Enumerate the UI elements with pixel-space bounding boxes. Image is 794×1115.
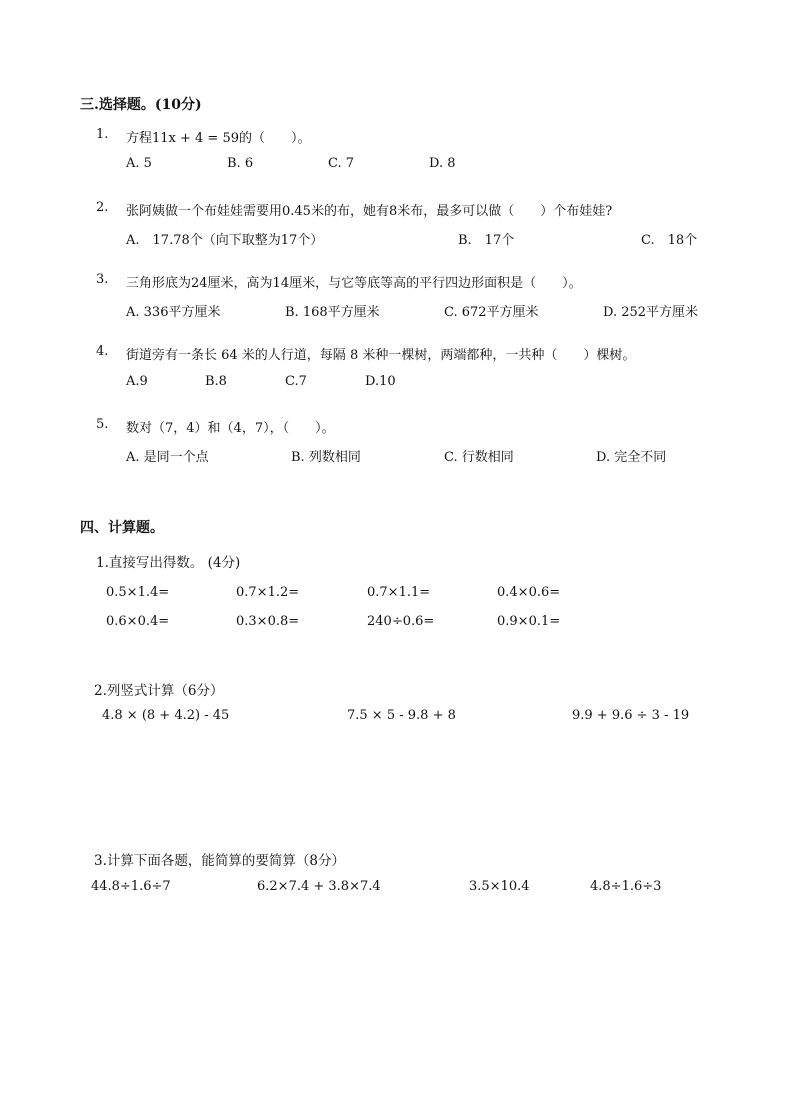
calc-item: 0.7×1.1= [367,585,431,600]
calc-item: 0.6×0.4= [106,614,170,629]
option: B. 6 [227,156,254,171]
part2-title: 2.列竖式计算（6分） [94,683,224,699]
simplify-calc-item: 6.2×7.4 + 3.8×7.4 [257,879,381,894]
option: D. 8 [429,156,456,171]
simplify-calc-item: 3.5×10.4 [469,879,530,894]
option: D.10 [365,374,396,389]
calc-item: 240÷0.6= [367,614,435,629]
calc-item: 0.7×1.2= [236,585,300,600]
option: D. 完全不同 [596,450,667,465]
part3-title: 3.计算下面各题，能简算的要简算（8分） [94,853,345,869]
question-number: 2. [96,200,109,215]
option: C. 672平方厘米 [444,305,539,320]
option: C. 18个 [641,233,698,248]
option: C. 行数相同 [444,450,514,465]
vertical-calc-item: 4.8 × (8 + 4.2) - 45 [102,708,230,723]
option: A. 是同一个点 [126,450,209,465]
calc-item: 0.5×1.4= [106,585,170,600]
option: A.9 [126,374,148,389]
option: C.7 [285,374,307,389]
question-number: 5. [96,417,109,432]
option: B.8 [205,374,227,389]
option: A. 17.78个（向下取整为17个） [126,233,324,248]
option: B. 17个 [458,233,515,248]
question-text: 方程11x + 4 = 59的（ ）。 [126,131,311,146]
simplify-calc-item: 4.8÷1.6÷3 [590,879,662,894]
option: D. 252平方厘米 [603,305,699,320]
vertical-calc-item: 9.9 + 9.6 ÷ 3 - 19 [572,708,690,723]
question-number: 4. [96,344,109,359]
option: A. 336平方厘米 [126,305,221,320]
question-text: 三角形底为24厘米，高为14厘米，与它等底等高的平行四边形面积是（ ）。 [126,276,582,291]
option: B. 列数相同 [291,450,361,465]
question-text: 街道旁有一条长 64 米的人行道，每隔 8 米种一棵树，两端都种，一共种（ ）棵树。 [126,348,636,363]
section3-title: 三.选择题。(10分) [80,97,202,113]
vertical-calc-item: 7.5 × 5 - 9.8 + 8 [347,708,456,723]
part1-title: 1.直接写出得数。 (4分) [96,555,241,571]
section4-title: 四、计算题。 [80,520,164,536]
simplify-calc-item: 44.8÷1.6÷7 [91,879,171,894]
calc-item: 0.3×0.8= [236,614,300,629]
option: C. 7 [328,156,355,171]
question-text: 张阿姨做一个布娃娃需要用0.45米的布，她有8米布，最多可以做（ ）个布娃娃? [126,204,613,219]
calc-item: 0.9×0.1= [497,614,561,629]
option: A. 5 [126,156,152,171]
question-number: 1. [96,127,109,142]
calc-item: 0.4×0.6= [497,585,561,600]
option: B. 168平方厘米 [285,305,380,320]
question-number: 3. [96,272,109,287]
question-text: 数对（7，4）和（4，7），（ ）。 [126,421,335,436]
